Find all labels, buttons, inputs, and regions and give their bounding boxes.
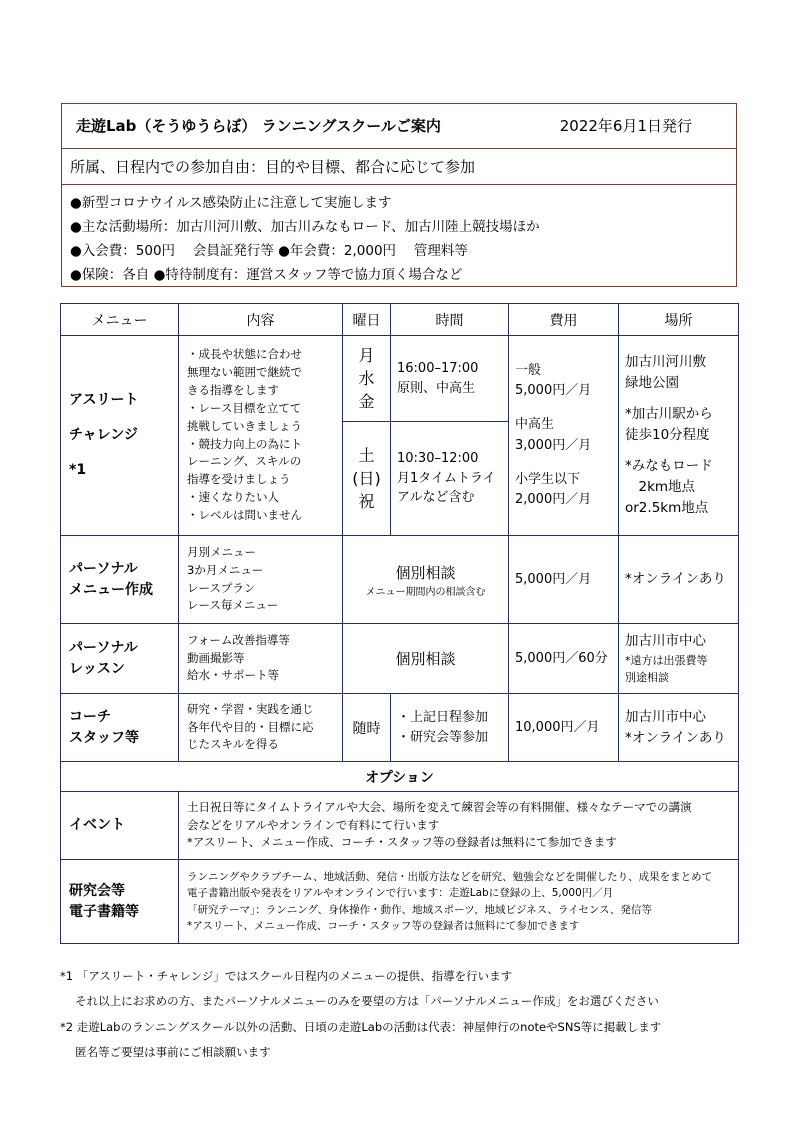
personal-lesson-fee: 5,000円／60分: [509, 624, 619, 694]
personal-menu-schedule: 個別相談 メニュー期間内の相談含む: [343, 536, 509, 624]
personal-lesson-schedule: 個別相談: [343, 624, 509, 694]
issue-date: 2022年6月1日発行: [559, 117, 692, 135]
info-line-2: ●主な活動場所：加古川河川敷、加古川みなもロード、加古川陸上競技場ほか: [70, 219, 540, 235]
course-table: [60, 303, 739, 944]
subtitle-box: [61, 148, 737, 185]
coach-menu: コーチ スタッフ等: [61, 694, 179, 762]
footnote-2: *2 走遊Labのランニングスクール以外の活動、日頃の走遊Labの活動は代表：神屋伸行のnoteやSNS等に掲載します: [60, 1020, 662, 1034]
title-box: [61, 103, 737, 149]
option-header: オプション: [61, 762, 739, 792]
personal-lesson-content: フォーム改善指導等 動画撮影等 給水・サポート等: [179, 624, 343, 694]
research-content: ランニングやクラブチーム、地域活動、発信・出版方法などを研究、勉強会などを開催したり、成果をまとめて 電子書籍出版や発表をリアルやオンラインで行います：走遊Labに登録の上、5,000円／月 「研究テーマ」：ランニング、身体操作・動作、地域スポーツ、地域ビジネス、ライセンス、発信等 *アスリート、メニュー作成、コーチ・スタッフ等の登録者は無料にて参加できます: [179, 860, 739, 944]
personal-menu-menu: パーソナル メニュー作成: [61, 536, 179, 624]
athlete-menu: アスリート チャレンジ *1: [61, 336, 179, 536]
athlete-content: ・成長や状態に合わせ 無理ない範囲で継続で きる指導をします ・レース目標を立てて 挑戦していきましょう ・競技力向上の為にト レーニング、スキルの 指導を受けましょう ・速くなりたい人 ・レベルは問いません: [179, 336, 343, 536]
header-place: 場所: [619, 304, 739, 336]
table-row-athlete: [61, 336, 739, 422]
header-time: 時間: [391, 304, 509, 336]
athlete-time-weekday: 16:00–17:00 原則、中高生: [391, 336, 509, 422]
table-row-coach: [61, 694, 739, 762]
footnote-1-cont: それ以上にお求めの方、またパーソナルメニューのみを要望の方は「パーソナルメニュー作成」をお選びください: [60, 994, 659, 1008]
event-menu: イベント: [61, 792, 179, 860]
info-line-4: ●保険：各自 ●特待制度有：運営スタッフ等で協力頂く場合など: [70, 267, 463, 283]
header-day: 曜日: [343, 304, 391, 336]
coach-day: 随時: [343, 694, 391, 762]
athlete-place: 加古川河川敷 緑地公園 *加古川駅から 徒歩10分程度 *みなもロード 2km地点 or2.5km地点: [619, 336, 739, 536]
research-menu: 研究会等 電子書籍等: [61, 860, 179, 944]
table-header-row: [61, 304, 739, 336]
personal-lesson-menu: パーソナル レッスン: [61, 624, 179, 694]
subtitle: 所属、日程内での参加自由：目的や目標、都合に応じて参加: [70, 158, 476, 176]
personal-menu-content: 月別メニュー 3か月メニュー レースプラン レース毎メニュー: [179, 536, 343, 624]
personal-lesson-place: 加古川市中心 *遠方は出張費等 別途相談: [619, 624, 739, 694]
document-title: 走遊Lab（そうゆうらぼ） ランニングスクールご案内: [76, 117, 441, 135]
table-row-option-header: [61, 762, 739, 792]
personal-menu-place: *オンラインあり: [619, 536, 739, 624]
header-fee: 費用: [509, 304, 619, 336]
coach-content: 研究・学習・実践を通じ 各年代や目的・目標に応 じたスキルを得る: [179, 694, 343, 762]
athlete-day-weekend: 土 (日) 祝: [343, 422, 391, 536]
footnote-1: *1 「アスリート・チャレンジ」ではスクール日程内のメニューの提供、指導を行います: [60, 969, 513, 983]
info-box: [61, 184, 737, 287]
event-content: 土日祝日等にタイムトライアルや大会、場所を変えて練習会等の有料開催、様々なテーマでの講演 会などをリアルやオンラインで有料にて行います *アスリート、メニュー作成、コーチ・スタッフ等の登録者は無料にて参加できます: [179, 792, 739, 860]
table-row-personal-lesson: [61, 624, 739, 694]
personal-menu-fee: 5,000円／月: [509, 536, 619, 624]
coach-place: 加古川市中心 *オンラインあり: [619, 694, 739, 762]
athlete-day-weekday: 月 水 金: [343, 336, 391, 422]
footnote-2-cont: 匿名等ご要望は事前にご相談願います: [60, 1045, 271, 1059]
header-content: 内容: [179, 304, 343, 336]
header-menu: メニュー: [61, 304, 179, 336]
table-row-event: [61, 792, 739, 860]
coach-time: ・上記日程参加 ・研究会等参加: [391, 694, 509, 762]
table-row-research: [61, 860, 739, 944]
table-row-personal-menu: [61, 536, 739, 624]
athlete-time-weekend: 10:30–12:00 月1タイムトライ アルなど含む: [391, 422, 509, 536]
athlete-fee: 一般 5,000円／月 中高生 3,000円／月 小学生以下 2,000円／月: [509, 336, 619, 536]
coach-fee: 10,000円／月: [509, 694, 619, 762]
info-line-1: ●新型コロナウイルス感染防止に注意して実施します: [70, 195, 392, 211]
info-line-3: ●入会費：500円 会員証発行等 ●年会費：2,000円 管理料等: [70, 243, 468, 259]
